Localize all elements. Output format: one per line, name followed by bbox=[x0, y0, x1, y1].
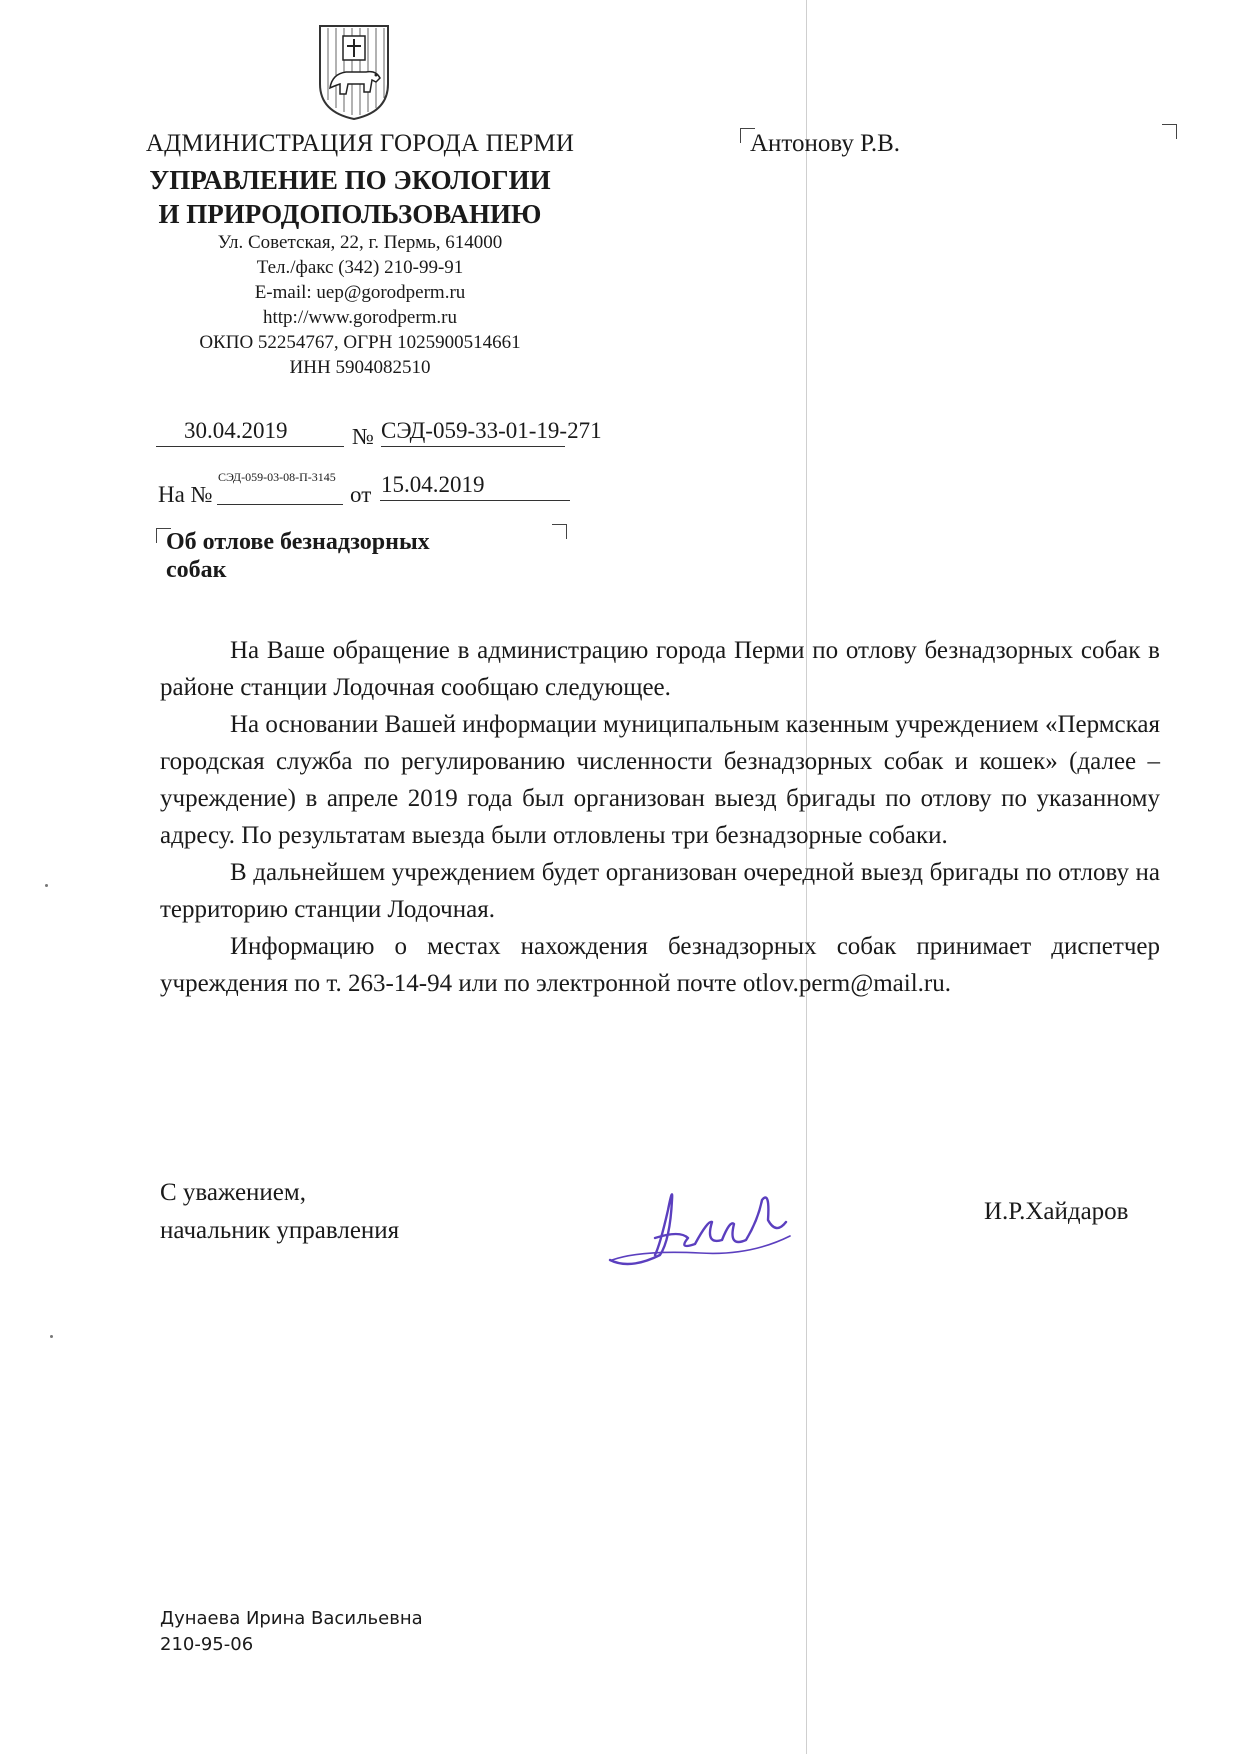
addressee-corner-right bbox=[1162, 124, 1177, 139]
subject-corner-right bbox=[552, 524, 567, 539]
subject-line-2: собак bbox=[166, 557, 227, 583]
reference-label: На № bbox=[158, 482, 213, 507]
reference-date-underline bbox=[380, 500, 570, 501]
executor-info bbox=[160, 1606, 423, 1658]
closing bbox=[160, 1174, 399, 1250]
addressee: Антонову Р.В. bbox=[750, 130, 901, 157]
subject bbox=[166, 528, 430, 584]
body-paragraph: На Ваше обращение в администрацию города Перми по отлову безнадзорных собак в районе станции Лодочная сообщаю следующее. bbox=[160, 637, 1160, 701]
department-name-line-1: УПРАВЛЕНИЕ ПО ЭКОЛОГИИ bbox=[149, 165, 551, 195]
number-label: № bbox=[352, 424, 374, 449]
contact-inn: ИНН 5904082510 bbox=[289, 357, 431, 378]
signer-name: И.Р.Хайдаров bbox=[984, 1198, 1129, 1225]
executor-phone: 210-95-06 bbox=[160, 1634, 254, 1655]
document-date: 30.04.2019 bbox=[184, 418, 288, 443]
letter-body bbox=[160, 632, 1160, 1002]
contact-website: http://www.gorodperm.ru bbox=[262, 307, 458, 328]
scan-speck bbox=[50, 1335, 53, 1338]
contact-okpo-ogrn: ОКПО 52254767, ОГРН 1025900514661 bbox=[199, 332, 521, 353]
handwritten-signature-icon bbox=[600, 1160, 810, 1280]
body-paragraph: На основании Вашей информации муниципальным казенным учреждением «Пермская городская служба по регулированию численности безнадзорных собак и кошек» (далее – учреждение) в апреле 2019 года был организован выезд бригады по отлову по указанному адресу. По результатам выезда были отловлены три безнадзорные собаки. bbox=[160, 711, 1160, 849]
number-underline bbox=[381, 446, 565, 447]
contact-block bbox=[150, 230, 570, 380]
body-paragraph: В дальнейшем учреждением будет организован очередной выезд бригады по отлову на территорию станции Лодочная. bbox=[160, 859, 1160, 923]
reference-date: 15.04.2019 bbox=[381, 472, 485, 497]
department-name-line-2: И ПРИРОДОПОЛЬЗОВАНИЮ bbox=[158, 199, 542, 229]
date-underline bbox=[156, 446, 344, 447]
executor-name: Дунаева Ирина Васильевна bbox=[160, 1608, 423, 1629]
department-name bbox=[110, 163, 590, 231]
body-paragraph: Информацию о местах нахождения безнадзорных собак принимает диспетчер учреждения по т. 263-14-94 или по электронной почте otlov.perm@mail.ru. bbox=[160, 933, 1160, 997]
reference-number: СЭД-059-03-08-П-3145 bbox=[218, 470, 336, 484]
perm-coat-of-arms-icon bbox=[316, 22, 392, 122]
document-number: СЭД-059-33-01-19-271 bbox=[381, 418, 602, 443]
scan-speck bbox=[45, 884, 48, 887]
contact-address: Ул. Советская, 22, г. Пермь, 614000 bbox=[217, 232, 503, 253]
contact-phone: Тел./факс (342) 210-99-91 bbox=[256, 257, 464, 278]
reference-from-label: от bbox=[350, 482, 372, 507]
organization-name: АДМИНИСТРАЦИЯ ГОРОДА ПЕРМИ bbox=[145, 130, 575, 157]
subject-line-1: Об отлове безнадзорных bbox=[166, 529, 430, 555]
closing-greeting: С уважением, bbox=[160, 1179, 306, 1206]
signer-position: начальник управления bbox=[160, 1217, 400, 1244]
contact-email: E-mail: uep@gorodperm.ru bbox=[254, 282, 466, 303]
reference-number-underline bbox=[217, 504, 343, 505]
